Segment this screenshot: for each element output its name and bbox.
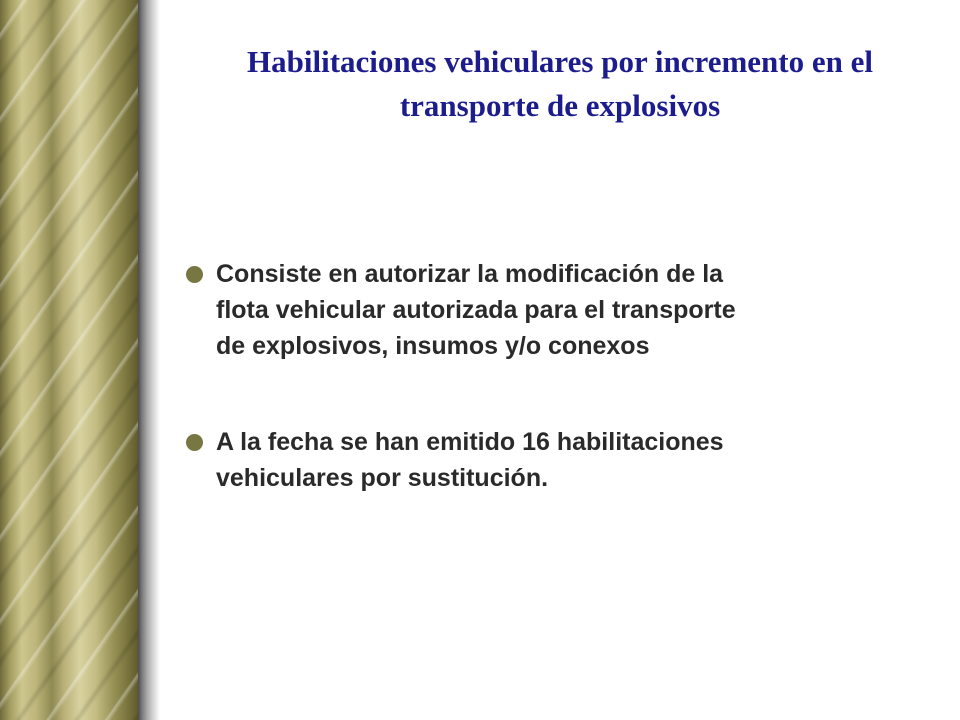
- bullet-1-line-3: de explosivos, insumos y/o conexos: [216, 332, 650, 360]
- border-shadow: [138, 0, 160, 720]
- bullet-2-line-2: vehiculares por sustitución.: [216, 464, 549, 492]
- decorative-left-border: [0, 0, 138, 720]
- title-line-1: Habilitaciones vehiculares por incremento en el: [247, 44, 873, 79]
- bullet-item-1: [186, 256, 916, 364]
- bullet-1-line-2: flota vehicular autorizada para el transporte: [216, 296, 736, 324]
- bullet-dot-icon: [186, 434, 203, 451]
- title-line-2: transporte de explosivos: [399, 88, 721, 123]
- bullet-item-2: [186, 424, 916, 496]
- bullet-2-line-1: A la fecha se han emitido 16 habilitaciones: [216, 428, 724, 456]
- bullet-1-line-1: Consiste en autorizar la modificación de la: [216, 260, 724, 288]
- bullet-dot-icon: [186, 266, 203, 283]
- bullet-list: [186, 256, 916, 496]
- slide-title: [160, 40, 960, 128]
